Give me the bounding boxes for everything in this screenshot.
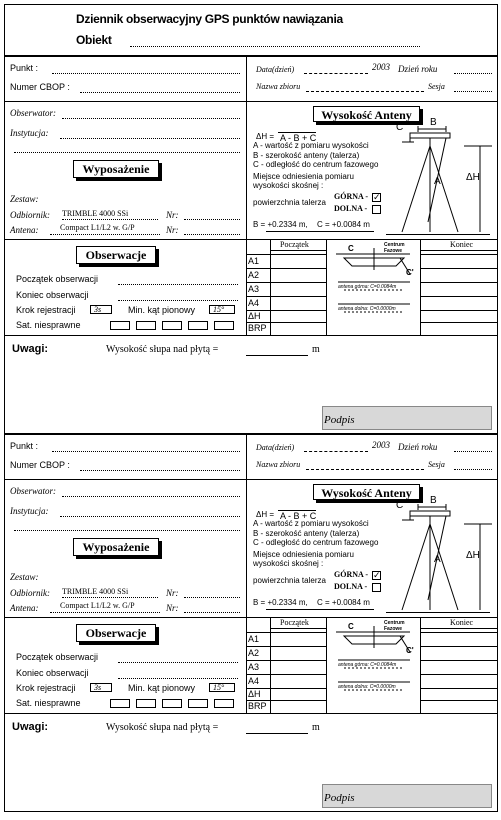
observations-title: Obserwacje (76, 624, 156, 642)
observer-label: Obserwator: (10, 486, 57, 496)
session-field[interactable] (454, 469, 492, 470)
institution-label: Instytucja: (10, 128, 49, 138)
table-row-line (420, 322, 498, 323)
row-label-a4: A4 (248, 676, 260, 686)
table-row-line (246, 674, 326, 675)
point-label: Punkt : (10, 441, 39, 451)
plate-surface-label: powierzchnia talerza (253, 576, 326, 585)
divider (4, 335, 498, 336)
table-row-line (420, 660, 498, 661)
receiver-nr-field[interactable] (184, 597, 240, 598)
formula-body: A - B + C (280, 133, 317, 143)
antenna-label: Antena: (10, 225, 39, 235)
constants-underline (266, 609, 374, 610)
antenna-nr-label: Nr: (166, 225, 179, 235)
antenna-nr-field[interactable] (184, 612, 240, 613)
step-label: Krok rejestracji (16, 305, 76, 315)
bottom-option-label: DOLNA - (334, 204, 368, 213)
point-field[interactable] (52, 451, 240, 452)
end-column-header: Koniec (450, 618, 474, 627)
angle-value[interactable]: 15° (209, 305, 235, 314)
receiver-field[interactable] (62, 597, 158, 598)
antenna-field[interactable] (50, 612, 160, 613)
c-constant: C = +0.0084 m (317, 598, 370, 607)
antenna-value: Compact L1/L2 w. G/P (60, 601, 135, 610)
end-field[interactable] (118, 678, 238, 679)
year-value: 2003 (372, 62, 390, 72)
sat-box-4[interactable] (188, 321, 208, 330)
table-row-line (420, 688, 498, 689)
b-constant: B = +0.2334 m, (253, 220, 308, 229)
file-name-label: Nazwa zbioru (256, 82, 301, 91)
diagram-c-label: C (396, 500, 404, 511)
divider (4, 479, 498, 480)
antenna-height-title: Wysokość Anteny (313, 106, 420, 122)
equipment-title: Wyposażenie (73, 160, 159, 178)
receiver-value: TRIMBLE 4000 SSi (62, 209, 129, 218)
phase-center-label: Centrum Fazowe (384, 620, 405, 632)
row-label-a2: A2 (248, 648, 260, 658)
signature-label: Podpis (324, 792, 355, 804)
diagram-b-label: B (430, 495, 437, 506)
row-label-a3: A3 (248, 284, 260, 294)
sat-box-4[interactable] (188, 699, 208, 708)
observer-label: Obserwator: (10, 108, 57, 118)
day-of-year-label: Dzień roku (398, 442, 438, 452)
institution-field[interactable] (60, 138, 240, 139)
session-field[interactable] (454, 91, 492, 92)
diagram-dh-label: ΔH (466, 550, 480, 561)
institution-label: Instytucja: (10, 506, 49, 516)
top-option-label: GÓRNA - (334, 192, 368, 201)
start-field[interactable] (118, 284, 238, 285)
definition-c: C - odległość do centrum fazowego (253, 538, 379, 547)
date-field[interactable] (304, 73, 368, 74)
table-row-line (246, 282, 326, 283)
start-label: Początek obserwacji (16, 652, 99, 662)
top-option-label: GÓRNA - (334, 570, 368, 579)
set-label: Zestaw: (10, 572, 39, 582)
sat-box-2[interactable] (136, 321, 156, 330)
step-label: Krok rejestracji (16, 683, 76, 693)
equipment-title: Wyposażenie (73, 538, 159, 556)
point-label: Punkt : (10, 63, 39, 73)
lower-antenna-label: antena dolna: C=0.0000m (338, 306, 396, 312)
table-row-line (420, 268, 498, 269)
table-header-line (270, 628, 326, 629)
receiver-nr-label: Nr: (166, 210, 179, 220)
diagram-c-label: C (396, 122, 404, 133)
institution-field[interactable] (60, 516, 240, 517)
upper-antenna-label: antena górna: C=0.0084m (338, 662, 397, 668)
sat-box-1[interactable] (110, 699, 130, 708)
formula-delta: ΔH = (256, 132, 275, 141)
institution-field-2[interactable] (14, 152, 240, 153)
receiver-nr-label: Nr: (166, 588, 179, 598)
reference-line-2: wysokości skośnej : (253, 181, 324, 190)
table-row-line (246, 646, 326, 647)
angle-value[interactable]: 15° (209, 683, 235, 692)
point-field[interactable] (52, 73, 240, 74)
receiver-label: Odbiornik: (10, 210, 50, 220)
pillar-height-label: Wysokość słupa nad płytą = (106, 722, 219, 733)
session-label: Sesja (428, 460, 445, 469)
sat-box-3[interactable] (162, 321, 182, 330)
step-value[interactable]: 3s (90, 305, 112, 314)
cbop-field[interactable] (80, 92, 240, 93)
table-row-line (420, 700, 498, 701)
section-frame (4, 434, 498, 812)
date-field[interactable] (304, 451, 368, 452)
institution-field-2[interactable] (14, 530, 240, 531)
file-name-label: Nazwa zbioru (256, 460, 301, 469)
end-label: Koniec obserwacji (16, 668, 89, 678)
table-row-line (246, 660, 326, 661)
antenna-label: Antena: (10, 603, 39, 613)
constants-underline (266, 231, 374, 232)
formula-body: A - B + C (280, 511, 317, 521)
date-label: Data(dzień) (256, 65, 295, 74)
receiver-nr-field[interactable] (184, 219, 240, 220)
row-label-a3: A3 (248, 662, 260, 672)
upper-antenna-label: antena górna: C=0.0084m (338, 284, 397, 290)
definition-b: B - szerokość anteny (talerza) (253, 529, 360, 538)
form-section-1 (0, 56, 501, 434)
cbop-label: Numer CBOP : (10, 82, 70, 92)
angle-label: Min. kąt pionowy (128, 305, 196, 315)
antenna-height-title: Wysokość Anteny (313, 484, 420, 500)
set-label: Zestaw: (10, 194, 39, 204)
receiver-label: Odbiornik: (10, 588, 50, 598)
remarks-label: Uwagi: (12, 343, 49, 355)
table-row-line (420, 282, 498, 283)
date-label: Data(dzień) (256, 443, 295, 452)
c-constant: C = +0.0084 m (317, 220, 370, 229)
table-row-line (420, 310, 498, 311)
receiver-value: TRIMBLE 4000 SSi (62, 587, 129, 596)
session-label: Sesja (428, 82, 445, 91)
definition-b: B - szerokość anteny (talerza) (253, 151, 360, 160)
plate-surface-label: powierzchnia talerza (253, 198, 326, 207)
reference-line-1: Miejsce odniesienia pomiaru (253, 550, 354, 559)
pillar-height-field[interactable] (246, 355, 308, 356)
phase-center-label: Centrum Fazowe (384, 242, 405, 254)
reference-line-2: wysokości skośnej : (253, 559, 324, 568)
antenna-field[interactable] (50, 234, 160, 235)
definition-a: A - wartość z pomiaru wysokości (253, 519, 369, 528)
receiver-field[interactable] (62, 219, 158, 220)
formula-delta: ΔH = (256, 510, 275, 519)
antenna-nr-field[interactable] (184, 234, 240, 235)
begin-column-header: Początek (280, 240, 309, 249)
form-section-2 (0, 434, 501, 814)
page-title: Dziennik obserwacyjny GPS punktów nawiązania (76, 12, 343, 26)
divider (4, 713, 498, 714)
antenna-value: Compact L1/L2 w. G/P (60, 223, 135, 232)
row-label-dh: ΔH (248, 311, 261, 321)
sat-box-5[interactable] (214, 699, 234, 708)
year-value: 2003 (372, 440, 390, 450)
sat-box-1[interactable] (110, 321, 130, 330)
b-constant: B = +0.2334 m, (253, 598, 308, 607)
day-of-year-field[interactable] (454, 73, 492, 74)
table-row-line (246, 632, 326, 633)
remarks-label: Uwagi: (12, 721, 49, 733)
table-row-line (420, 646, 498, 647)
row-label-a1: A1 (248, 256, 260, 266)
begin-column-header: Początek (280, 618, 309, 627)
angle-label: Min. kąt pionowy (128, 683, 196, 693)
diagram-c-prime: C' (406, 646, 414, 655)
divider (246, 56, 247, 335)
table-row-line (246, 268, 326, 269)
table-col (326, 239, 327, 335)
divider (4, 101, 498, 102)
row-label-a2: A2 (248, 270, 260, 280)
day-of-year-field[interactable] (454, 451, 492, 452)
bottom-option-label: DOLNA - (334, 582, 368, 591)
section-frame (4, 56, 498, 434)
diagram-a-label: A (434, 176, 441, 187)
row-label-brp: BRP (248, 323, 267, 333)
observer-field[interactable] (62, 496, 240, 497)
lower-antenna-label: antena dolna: C=0.0000m (338, 684, 396, 690)
observer-field[interactable] (62, 118, 240, 119)
cbop-label: Numer CBOP : (10, 460, 70, 470)
diagram-a-label: A (434, 554, 441, 565)
diagram-b-label: B (430, 117, 437, 128)
top-option-checkbox[interactable]: ✓ (373, 192, 381, 202)
step-value[interactable]: 3s (90, 683, 112, 692)
diagram-c-top: C (348, 622, 354, 631)
row-label-dh: ΔH (248, 689, 261, 699)
end-column-header: Koniec (450, 240, 474, 249)
pillar-height-field[interactable] (246, 733, 308, 734)
signature-label: Podpis (324, 414, 355, 426)
observations-title: Obserwacje (76, 246, 156, 264)
table-header-line (420, 628, 498, 629)
table-header-line (420, 250, 498, 251)
pillar-unit: m (312, 722, 320, 733)
day-of-year-label: Dzień roku (398, 64, 438, 74)
cbop-field[interactable] (80, 470, 240, 471)
file-name-field[interactable] (306, 91, 424, 92)
table-row-line (420, 254, 498, 255)
start-label: Początek obserwacji (16, 274, 99, 284)
pillar-unit: m (312, 344, 320, 355)
table-row-line (420, 674, 498, 675)
file-name-field[interactable] (306, 469, 424, 470)
object-label: Obiekt (76, 33, 112, 47)
top-option-checkbox[interactable]: ✓ (373, 570, 381, 580)
table-row-line (420, 296, 498, 297)
end-label: Koniec obserwacji (16, 290, 89, 300)
diagram-dh-label: ΔH (466, 172, 480, 183)
reference-line-1: Miejsce odniesienia pomiaru (253, 172, 354, 181)
sats-label: Sat. niesprawne (16, 698, 81, 708)
sat-box-2[interactable] (136, 699, 156, 708)
diagram-c-prime: C' (406, 268, 414, 277)
table-header-line (270, 250, 326, 251)
sat-box-5[interactable] (214, 321, 234, 330)
start-field[interactable] (118, 662, 238, 663)
end-field[interactable] (118, 300, 238, 301)
row-label-a4: A4 (248, 298, 260, 308)
divider (246, 434, 247, 713)
table-row-line (420, 632, 498, 633)
sats-label: Sat. niesprawne (16, 320, 81, 330)
pillar-height-label: Wysokość słupa nad płytą = (106, 344, 219, 355)
definition-c: C - odległość do centrum fazowego (253, 160, 379, 169)
diagram-c-top: C (348, 244, 354, 253)
sat-box-3[interactable] (162, 699, 182, 708)
object-field[interactable] (130, 46, 420, 47)
definition-a: A - wartość z pomiaru wysokości (253, 141, 369, 150)
row-label-brp: BRP (248, 701, 267, 711)
table-row-line (246, 296, 326, 297)
antenna-nr-label: Nr: (166, 603, 179, 613)
table-col (326, 617, 327, 713)
table-row-line (246, 254, 326, 255)
row-label-a1: A1 (248, 634, 260, 644)
